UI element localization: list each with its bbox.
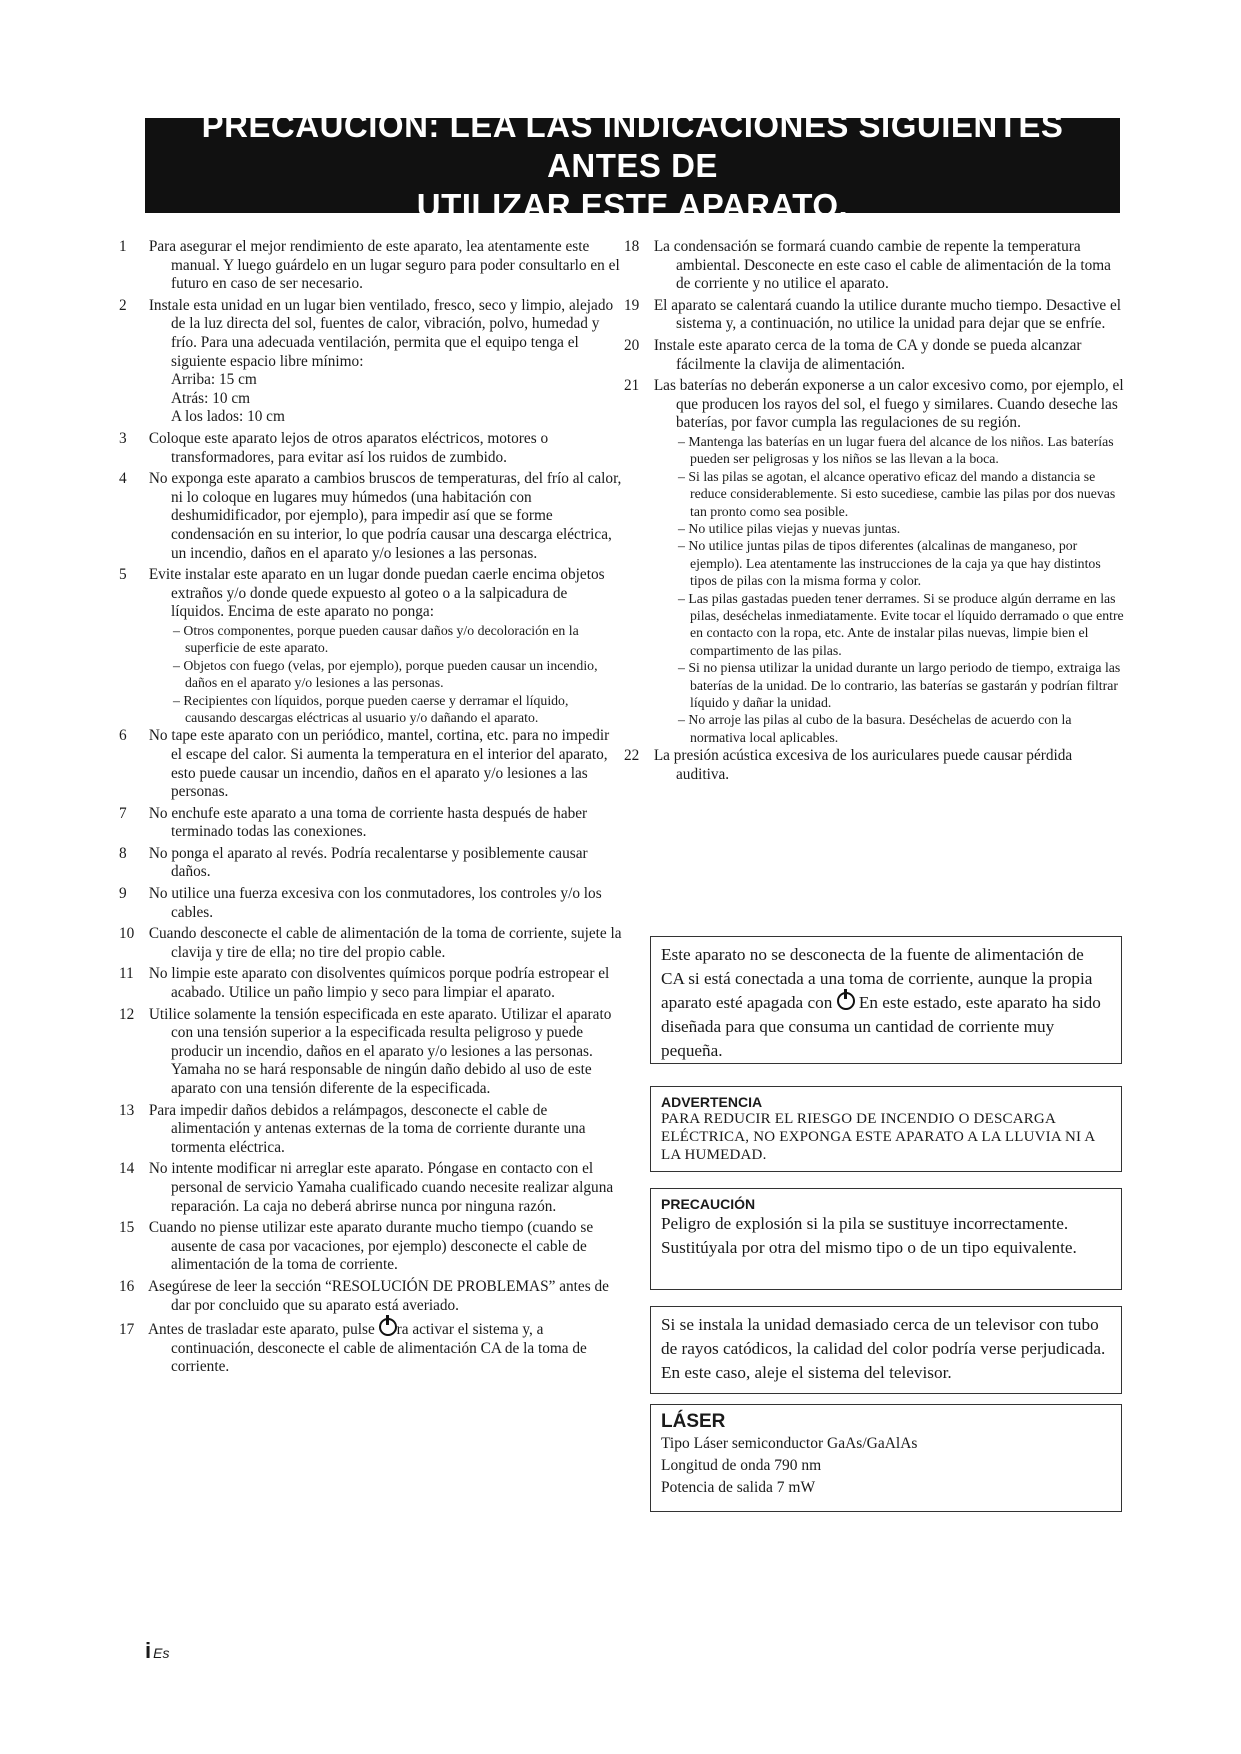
list-item: 5 Evite instalar este aparato en un lugar donde puedan caerle encima objetos extraños y/o donde quede expuesto al goteo o a la salpicadura de líquidos. Encima de este aparato no ponga:	[119, 566, 605, 621]
banner-title-line2: UTILIZAR ESTE APARATO.	[416, 186, 849, 224]
clearance-back: Atrás: 10 cm	[171, 389, 251, 407]
bullet-item: – Otros componentes, porque pueden causar daños y/o decoloración en la superficie de este aparato.	[173, 622, 579, 656]
list-item: 1 Para asegurar el mejor rendimiento de este aparato, lea atentamente este manual. Y luego guárdelo en un lugar seguro para poder consultarlo en el futuro en caso de ser necesario.	[119, 238, 620, 293]
caution-box	[650, 1188, 1122, 1290]
clearance-sides: A los lados: 10 cm	[171, 408, 285, 426]
bullet-item: – Si las pilas se agotan, el alcance operativo eficaz del mando a distancia se reduce considerablemente. Si esto sucediese, cambie las pilas por dos nuevas tan pronto como sea posible.	[678, 468, 1116, 519]
bullet-item: – Mantenga las baterías en un lugar fuera del alcance de los niños. Las baterías pueden ser peligrosas y los niños se las llevan a la boca.	[678, 433, 1114, 467]
clearance-list	[171, 371, 623, 427]
battery-bullet-list	[650, 433, 1124, 746]
list-item: 16 Asegúrese de leer la sección “RESOLUCIÓN DE PROBLEMAS” antes de dar por concluido que su aparato está averiado.	[119, 1277, 609, 1314]
list-item: 19 El aparato se calentará cuando la utilice durante mucho tiempo. Desactive el sistema y, a continuación, no utilice la unidad para dejar que se enfríe.	[624, 296, 1122, 333]
laser-wavelength: Longitud de onda 790 nm	[661, 1457, 822, 1474]
laser-type: Tipo Láser semiconductor GaAs/GaAlAs	[661, 1435, 918, 1452]
warning-box	[650, 1086, 1122, 1172]
list-item: 10 Cuando desconecte el cable de alimentación de la toma de corriente, sujete la clavija y tire de ella; no tire del propio cable.	[119, 925, 622, 961]
standby-notice-box: Este aparato no se desconecta de la fuente de alimentación de CA si está conectada a una toma de corriente, aunque la propia aparato esté apagada con En este estado, este aparato ha sido diseñada para que consuma un cantidad de corriente muy pequeña.	[650, 936, 1122, 1064]
left-column	[119, 238, 623, 1380]
tv-notice-box	[650, 1306, 1122, 1394]
list-item: 13 Para impedir daños debidos a relámpagos, desconecte el cable de alimentación y antenas externas de la toma de corriente durante una tormenta eléctrica.	[119, 1101, 586, 1156]
page-footer	[145, 1638, 169, 1664]
right-column	[624, 238, 1124, 787]
list-item: 2 Instale esta unidad en un lugar bien ventilado, fresco, seco y limpio, alejado de la luz directa del sol, fuentes de calor, vibración, polvo, humedad y frío. Para una adecuada ventilación, permita que el equipo tenga el siguiente espacio libre mínimo:	[119, 296, 614, 370]
banner-title-line1: PRECAUCIÓN: LEA LAS INDICACIONES SIGUIENTES ANTES DE	[201, 106, 1064, 184]
list-item: 4 No exponga este aparato a cambios bruscos de temperaturas, del frío al calor, ni lo coloque en lugares muy húmedos (una habitación con deshumidificador, por ejemplo), para impedir así que se forme condensación en su interior, lo que podría causar una descarga eléctrica, un incendio, daños en el aparato y/o lesiones a las personas.	[119, 470, 622, 562]
bullet-item: – Recipientes con líquidos, porque pueden caerse y derramar el líquido, causando descargas eléctricas al usuario y/o dañando el aparato.	[173, 692, 569, 725]
list-item: 3 Coloque este aparato lejos de otros aparatos eléctricos, motores o transformadores, para evitar así los ruidos de zumbido.	[119, 429, 549, 466]
bullet-item: – Las pilas gastadas pueden tener derrames. Si se produce algún derrame en las pilas, deséchelas inmediatamente. Evite tocar el líquido derramado o que entre en contacto con la ropa, etc. Ante de instalar pilas nuevas, limpie bien el compartimento de las pilas.	[678, 590, 1124, 658]
list-item: 21 Las baterías no deberán exponerse a un calor excesivo como, por ejemplo, el que producen los rayos del sol, el fuego y similares. Cuando deseche las baterías, por favor cumpla las regulaciones de su región.	[624, 377, 1124, 432]
clearance-top: Arriba: 15 cm	[171, 371, 257, 389]
laser-box	[650, 1404, 1122, 1512]
list-item: 7 No enchufe este aparato a una toma de corriente hasta después de haber terminado todas las conexiones.	[119, 804, 588, 841]
tv-notice-body: Si se instala la unidad demasiado cerca de un televisor con tubo de rayos catódicos, la calidad del color podría verse perjudicada. En este caso, aleje el sistema del televisor.	[661, 1315, 1106, 1382]
list-item: 17 Antes de trasladar este aparato, pulse ra activar el sistema y, a continuación, desconecte el cable de alimentación CA de la toma de corriente.	[145, 1318, 623, 1377]
list-item: 8 No ponga el aparato al revés. Podría recalentarse y posiblemente causar daños.	[119, 844, 588, 881]
power-icon	[837, 992, 855, 1010]
list-item: 15 Cuando no piense utilizar este aparato durante mucho tiempo (cuando se ausente de casa por vacaciones, por ejemplo) desconecte el cable de alimentación de la toma de corriente.	[119, 1219, 594, 1274]
list-item: 14 No intente modificar ni arreglar este aparato. Póngase en contacto con el personal de servicio Yamaha cualificado cuando necesite realizar alguna reparación. La caja no deberá abrirse nunca por ninguna razón.	[119, 1160, 614, 1215]
bullet-list	[145, 622, 623, 726]
bullet-item: – Si no piensa utilizar la unidad durante un largo periodo de tiempo, extraiga las baterías de la unidad. De lo contrario, las baterías se gastarán y podrían filtrar líquido y dañar la unidad.	[678, 660, 1121, 711]
caution-body: Peligro de explosión si la pila se sustituye incorrectamente. Sustitúyala por otra del mismo tipo o de un tipo equivalente.	[661, 1214, 1077, 1257]
language-code: Es	[153, 1645, 170, 1661]
list-item: 12 Utilice solamente la tensión especificada en este aparato. Utilizar el aparato con una tensión superior a la especificada resulta peligroso y puede producir un incendio, daños en el aparato y/o lesiones a las personas. Yamaha no se hará responsable de ningún daño debido al uso de este aparato con una tensión diferente de la especificada.	[119, 1005, 612, 1097]
bullet-item: – No utilice pilas viejas y nuevas juntas.	[678, 520, 901, 536]
bullet-item: – Objetos con fuego (velas, por ejemplo), porque pueden causar un incendio, daños en el aparato y/o lesiones a las personas.	[173, 657, 598, 691]
precaution-banner	[145, 106, 1120, 224]
caution-title: PRECAUCIÓN	[661, 1196, 756, 1212]
laser-output-power: Potencia de salida 7 mW	[661, 1479, 816, 1496]
bullet-item: – No arroje las pilas al cubo de la basura. Deséchelas de acuerdo con la normativa local aplicables.	[678, 712, 1072, 745]
page-number: i	[145, 1638, 152, 1663]
list-item: 18 La condensación se formará cuando cambie de repente la temperatura ambiental. Desconecte en este caso el cable de alimentación de la toma de corriente y no utilice el aparato.	[624, 238, 1111, 293]
list-item: 9 No utilice una fuerza excesiva con los conmutadores, los controles y/o los cables.	[119, 885, 602, 921]
list-item: 11 No limpie este aparato con disolventes químicos porque podría estropear el acabado. Utilice un paño limpio y seco para limpiar el aparato.	[119, 965, 610, 1002]
warning-title: ADVERTENCIA	[661, 1094, 763, 1110]
power-icon	[379, 1318, 397, 1336]
list-item: 20 Instale este aparato cerca de la toma de CA y donde se pueda alcanzar fácilmente la clavija de alimentación.	[624, 336, 1082, 373]
list-item: 6 No tape este aparato con un periódico, mantel, cortina, etc. para no impedir el escape del calor. Si aumenta la temperatura en el interior del aparato, esto puede causar un incendio, daños en el aparato y/o lesiones a las personas.	[119, 727, 610, 801]
list-item: 22 La presión acústica excesiva de los auriculares puede causar pérdida auditiva.	[624, 747, 1073, 783]
bullet-item: – No utilice juntas pilas de tipos diferentes (alcalinas de manganeso, por ejemplo). Lea atentamente las instrucciones de la caja ya que hay distintos tipos de pilas con la misma forma y color.	[678, 538, 1101, 589]
laser-title: LÁSER	[661, 1411, 726, 1432]
warning-body: PARA REDUCIR EL RIESGO DE INCENDIO O DESCARGA ELÉCTRICA, NO EXPONGA ESTE APARATO A LA LLUVIA NI A LA HUMEDAD.	[661, 1111, 1095, 1163]
